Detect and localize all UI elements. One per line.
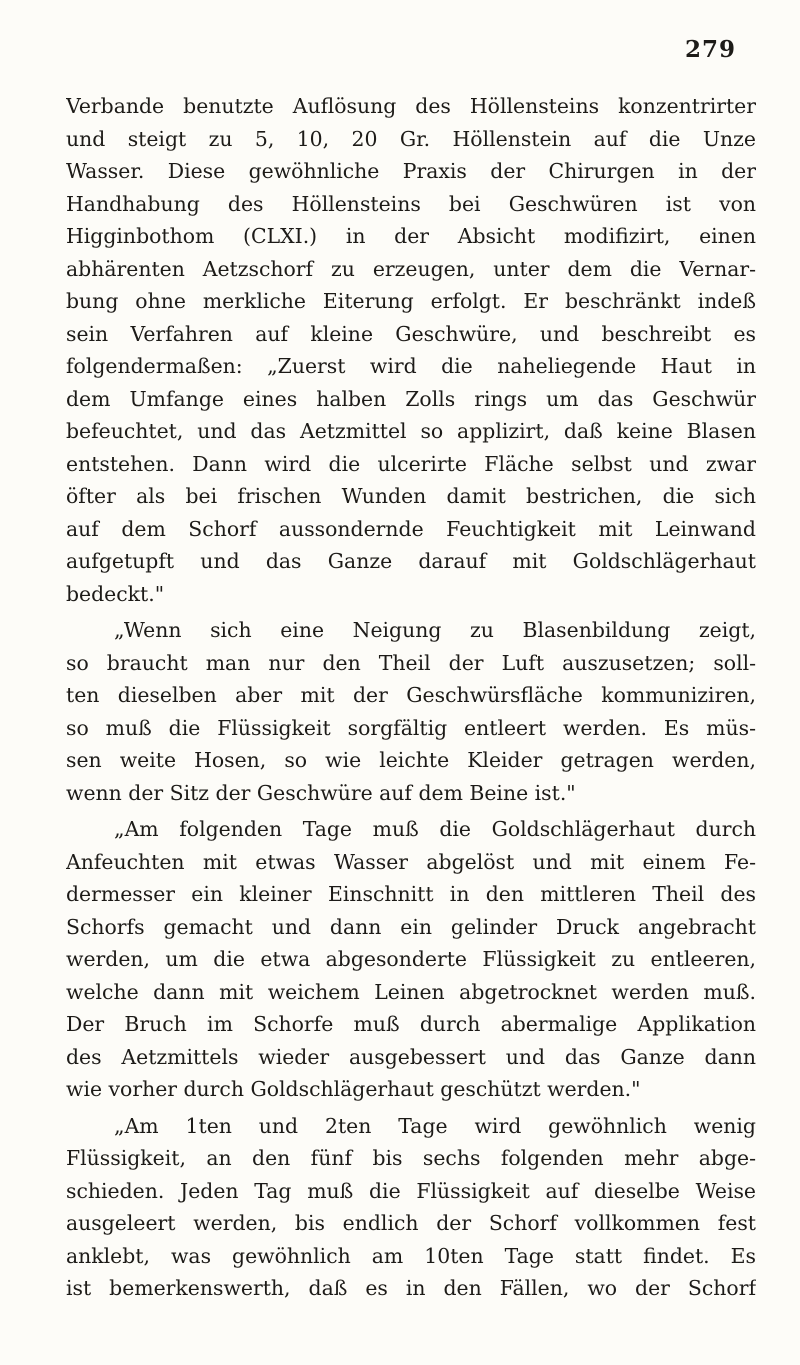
- text-line: anklebt, was gewöhnlich am 10ten Tage statt findet. Es: [66, 1243, 756, 1268]
- text-line: „Am 1ten und 2ten Tage wird gewöhnlich wenig: [114, 1113, 756, 1138]
- text-line: ausgeleert werden, bis endlich der Schorf vollkommen fest: [66, 1211, 756, 1235]
- text-line: Schorfs gemacht und dann ein gelinder Druck angebracht: [66, 914, 756, 939]
- paragraph-4: [66, 1110, 756, 1305]
- text-line: wie vorher durch Goldschlägerhaut geschützt werden.": [66, 1077, 641, 1101]
- text-line: ten dieselben aber mit der Geschwürsfläche kommuniziren,: [66, 683, 756, 707]
- text-line: sen weite Hosen, so wie leichte Kleider getragen werden,: [66, 748, 756, 772]
- text-line: Der Bruch im Schorfe muß durch abermalige Applikation: [66, 1012, 756, 1036]
- body-text: [66, 90, 756, 1305]
- text-line: ist bemerkenswerth, daß es in den Fällen, wo der Schorf: [66, 1276, 756, 1300]
- text-line: folgendermaßen: „Zuerst wird die naheliegende Haut in: [66, 354, 756, 378]
- text-line: Higginbothom (CLXI.) in der Absicht modifizirt, einen: [66, 224, 756, 248]
- text-line: Anfeuchten mit etwas Wasser abgelöst und mit einem Fe-: [66, 849, 756, 874]
- paragraph-2: [66, 614, 756, 809]
- text-line: aufgetupft und das Ganze darauf mit Goldschlägerhaut: [66, 549, 756, 573]
- text-line: bedeckt.": [66, 581, 165, 606]
- text-line: werden, um die etwa abgesonderte Flüssigkeit zu entleeren,: [66, 947, 756, 971]
- text-line: „Am folgenden Tage muß die Goldschlägerhaut durch: [114, 817, 756, 841]
- text-line: befeuchtet, und das Aetzmittel so applizirt, daß keine Blasen: [66, 419, 756, 443]
- text-line: entstehen. Dann wird die ulcerirte Fläche selbst und zwar: [66, 451, 756, 476]
- text-line: welche dann mit weichem Leinen abgetrocknet werden muß.: [66, 979, 756, 1004]
- text-line: dermesser ein kleiner Einschnitt in den mittleren Theil des: [66, 882, 756, 906]
- text-line: öfter als bei frischen Wunden damit bestrichen, die sich: [66, 484, 756, 508]
- text-line: und steigt zu 5, 10, 20 Gr. Höllenstein auf die Unze: [66, 126, 756, 151]
- text-line: abhärenten Aetzschorf zu erzeugen, unter dem die Vernar-: [66, 256, 756, 281]
- text-line: Flüssigkeit, an den fünf bis sechs folgenden mehr abge-: [66, 1146, 756, 1170]
- text-line: sein Verfahren auf kleine Geschwüre, und beschreibt es: [66, 321, 756, 346]
- paragraph-1: [66, 90, 756, 610]
- text-line: „Wenn sich eine Neigung zu Blasenbildung zeigt,: [114, 618, 756, 642]
- text-line: dem Umfange eines halben Zolls rings um das Geschwür: [66, 386, 756, 411]
- text-line: Wasser. Diese gewöhnliche Praxis der Chirurgen in der: [66, 159, 756, 183]
- text-line: wenn der Sitz der Geschwüre auf dem Beine ist.": [66, 780, 576, 805]
- text-line: bung ohne merkliche Eiterung erfolgt. Er beschränkt indeß: [66, 289, 756, 313]
- text-line: Verbande benutzte Auflösung des Höllensteins konzentrirter: [66, 94, 756, 118]
- text-line: auf dem Schorf aussondernde Feuchtigkeit mit Leinwand: [66, 516, 756, 541]
- text-line: schieden. Jeden Tag muß die Flüssigkeit auf dieselbe Weise: [66, 1178, 756, 1203]
- paragraph-3: [66, 813, 756, 1106]
- text-line: Handhabung des Höllensteins bei Geschwüren ist von: [66, 191, 756, 216]
- text-line: so braucht man nur den Theil der Luft auszusetzen; soll-: [66, 650, 756, 675]
- page-number: 279: [684, 36, 736, 63]
- text-line: so muß die Flüssigkeit sorgfältig entleert werden. Es müs-: [66, 715, 756, 740]
- text-line: des Aetzmittels wieder ausgebessert und das Ganze dann: [66, 1044, 756, 1069]
